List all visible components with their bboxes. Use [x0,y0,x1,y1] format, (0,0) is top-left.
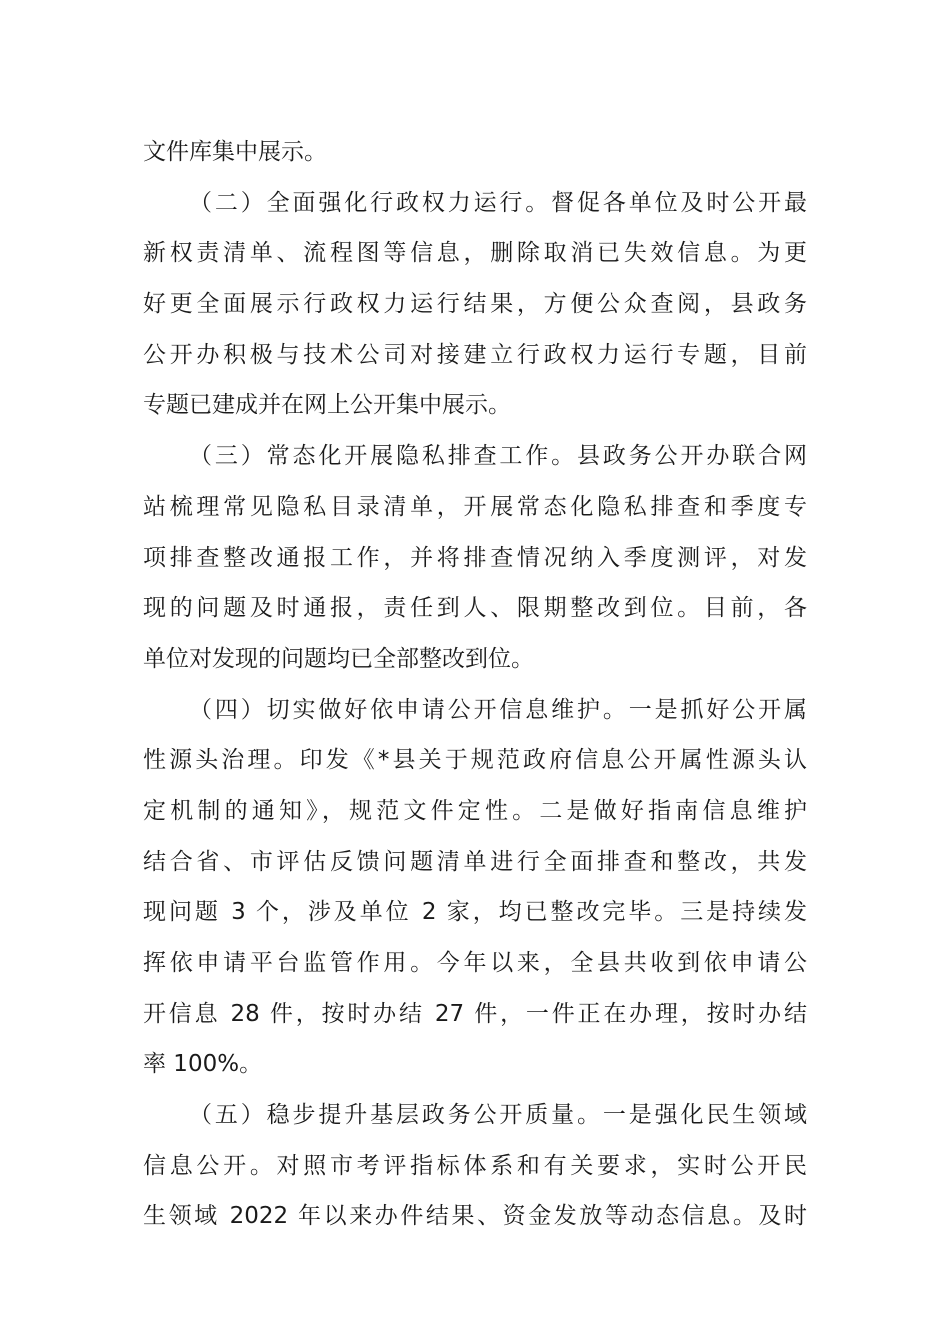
text-line: 公开办积极与技术公司对接建立行政权力运行专题，目前 [143,341,807,368]
text-line: 好更全面展示行政权力运行结果，方便公众查阅，县政务 [143,291,807,318]
text-line: 生领域 2022 年以来办件结果、资金发放等动态信息。及时 [143,1203,807,1230]
text-line: 文件库集中展示。 [143,139,327,165]
text-line: （三）常态化开展隐私排查工作。县政务公开办联合网 [189,443,807,470]
text-line: 开信息 28 件，按时办结 27 件，一件正在办理，按时办结 [143,1000,807,1027]
text-line: 站梳理常见隐私目录清单，开展常态化隐私排查和季度专 [143,493,807,520]
text-line: （四）切实做好依申请公开信息维护。一是抓好公开属 [189,696,807,723]
text-line: 挥依申请平台监管作用。今年以来，全县共收到依申请公 [143,950,807,976]
text-line: 新权责清单、流程图等信息，删除取消已失效信息。为更 [143,240,807,267]
text-line: 率 100%。 [143,1051,263,1078]
text-line: 单位对发现的问题均已全部整改到位。 [143,645,534,672]
body-text [143,127,807,1242]
text-line: 现的问题及时通报，责任到人、限期整改到位。目前，各 [143,595,807,622]
text-line: 专题已建成并在网上公开集中展示。 [143,392,511,419]
text-line: 项排查整改通报工作，并将排查情况纳入季度测评，对发 [143,544,807,571]
text-line: 性源头治理。印发《*县关于规范政府信息公开属性源头认 [143,747,807,774]
text-line: 信息公开。对照市考评指标体系和有关要求，实时公开民 [143,1152,807,1179]
text-line: 现问题 3 个，涉及单位 2 家，均已整改完毕。三是持续发 [143,899,807,926]
text-line: 结合省、市评估反馈问题清单进行全面排查和整改，共发 [143,848,807,875]
text-line: （五）稳步提升基层政务公开质量。一是强化民生领域 [189,1102,807,1129]
text-line: 定机制的通知》，规范文件定性。二是做好指南信息维护 [143,797,807,824]
text-line: （二）全面强化行政权力运行。督促各单位及时公开最 [189,189,807,216]
